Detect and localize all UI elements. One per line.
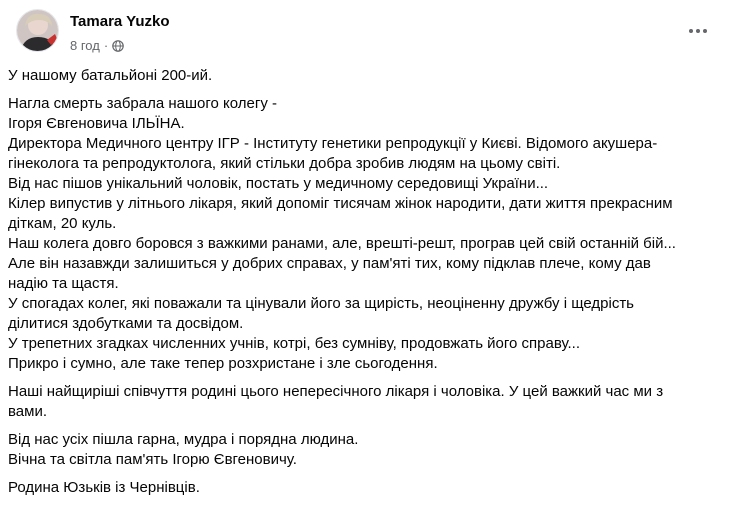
author-name[interactable]: Tamara Yuzko: [70, 13, 170, 30]
post-line: гінеколога та репродуктолога, який стільки добра зробив людям на цьому світі.: [8, 155, 561, 172]
post-line: Наш колега довго боровся з важкими ранами, але, врешті-решт, програв цей свій останній бій...: [8, 235, 676, 252]
post-line: У нашому батальйоні 200-ий.: [8, 67, 213, 84]
post-paragraph: [8, 478, 728, 498]
post-line: Кілер випустив у літнього лікаря, який допоміг тисячам жінок народити, дати життя прекрасним: [8, 195, 673, 212]
post-header: [8, 0, 724, 66]
post-line: У трепетних згадках численних учнів, котрі, без сумніву, продовжать його справу...: [8, 335, 580, 352]
post-line: Родина Юзьків із Чернівців.: [8, 479, 200, 496]
post-line: Ігоря Євгеновича ІЛЬЇНА.: [8, 115, 185, 132]
post-meta: [70, 38, 124, 53]
post-line: Вічна та світла пам'ять Ігорю Євгеновичу.: [8, 451, 297, 468]
globe-icon[interactable]: [112, 40, 124, 52]
post-timestamp[interactable]: 8 год: [70, 38, 100, 53]
post-line: діткам, 20 куль.: [8, 215, 117, 232]
post-line: вами.: [8, 403, 48, 420]
post-line: Від нас пішов унікальний чоловік, постать у медичному середовищі України...: [8, 175, 549, 192]
post-paragraph: [8, 382, 728, 422]
post-paragraph: [8, 66, 728, 86]
post-line: У спогадах колег, які поважали та цінували його за щирість, неоціненну дружбу і щедрість: [8, 295, 635, 312]
post-line: Директора Медичного центру ІГР - Інституту генетики репродукції у Києві. Відомого акушера-: [8, 135, 658, 152]
post-paragraph: [8, 430, 728, 470]
post-text: [8, 66, 728, 506]
post-line: Наші найщиріші співчуття родині цього непересічного лікаря і чоловіка. У цей важкий час ми з: [8, 383, 664, 400]
avatar[interactable]: [16, 9, 59, 52]
meta-separator: ·: [103, 38, 109, 53]
post-line: надію та щастя.: [8, 275, 119, 292]
avatar-image: [17, 10, 59, 52]
post-line: ділитися здобутками та досвідом.: [8, 315, 244, 332]
post-line: Від нас усіх пішла гарна, мудра і порядна людина.: [8, 431, 359, 448]
post-line: Нагла смерть забрала нашого колегу -: [8, 95, 277, 112]
more-horizontal-icon: [688, 21, 708, 39]
more-options-button[interactable]: [682, 14, 714, 46]
post-line: Прикро і сумно, але таке тепер розхристане і зле сьогодення.: [8, 355, 438, 372]
post-line: Але він назавжди залишиться у добрих справах, у пам'яті тих, кому підклав плече, кому дав: [8, 255, 651, 272]
post-paragraph: [8, 94, 728, 374]
